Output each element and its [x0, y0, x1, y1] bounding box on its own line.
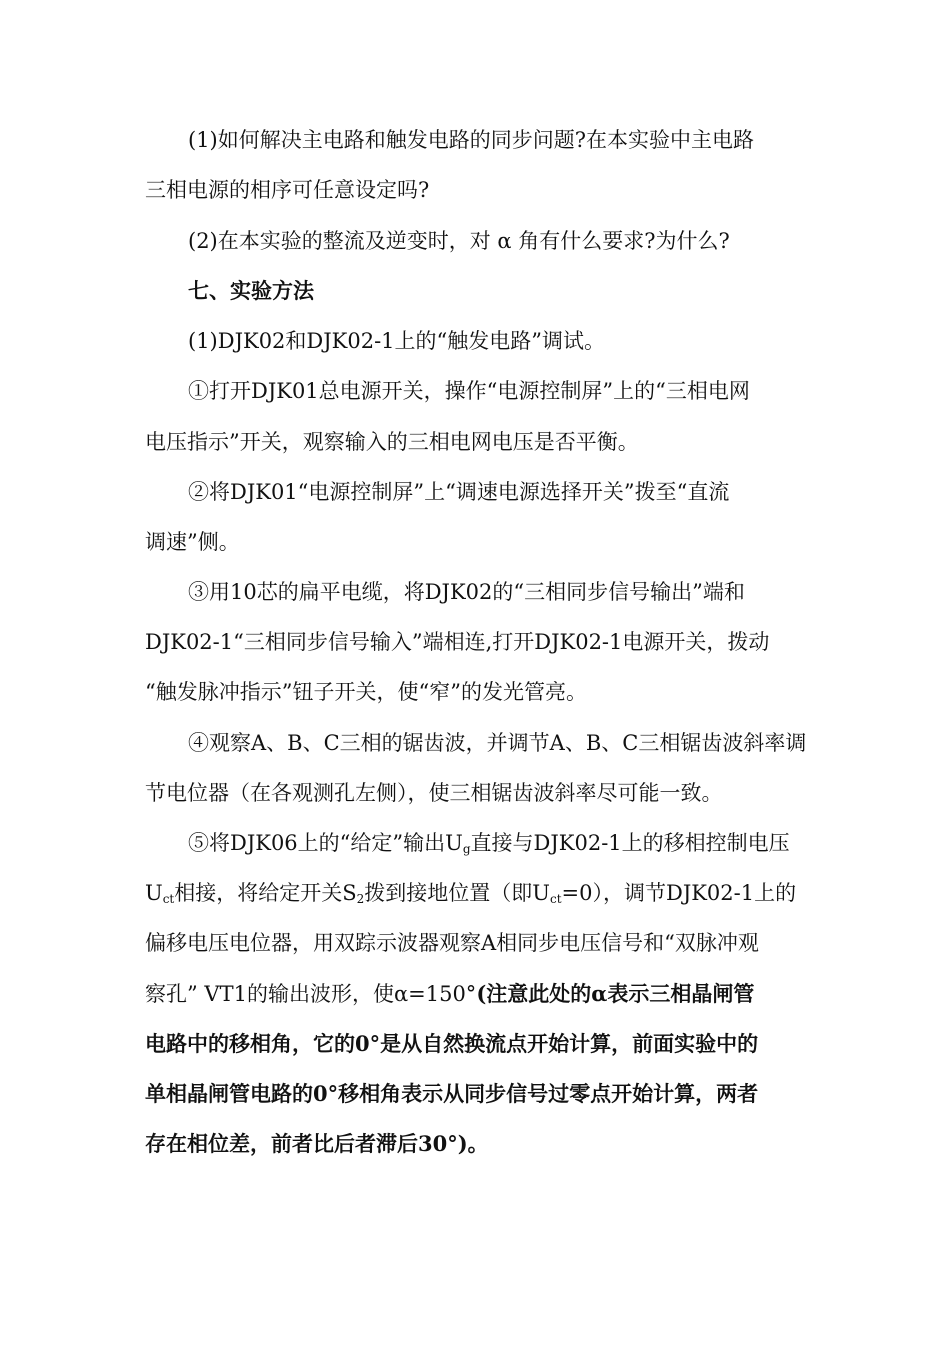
- step-c-line-1: ③用10芯的扁平电缆，将DJK02的“三相同步信号输出”端和: [188, 580, 745, 604]
- step-e-line-3: 偏移电压电位器，用双踪示波器观察A相同步电压信号和“双脉冲观: [145, 931, 759, 955]
- step-e-text: 相接，将给定开关S: [174, 881, 357, 905]
- step-a-line-2: 电压指示”开关，观察输入的三相电网电压是否平衡。: [145, 430, 639, 454]
- step-e-line-1: [188, 829, 790, 857]
- step-e-text: =0），调节DJK02-1上的: [561, 881, 797, 905]
- subscript-2: 2: [356, 892, 365, 906]
- step-e-line-4: [145, 980, 754, 1008]
- step-e-text: U: [145, 881, 163, 905]
- step-e-text: ⑤将DJK06上的“给定”输出U: [188, 831, 463, 855]
- step-e-text: 直接与DJK02-1上的移相控制电压: [470, 831, 790, 855]
- question-1-line-1: (1)如何解决主电路和触发电路的同步问题?在本实验中主电路: [188, 128, 755, 152]
- step-e-line-5: 电路中的移相角，它的0°是从自然换流点开始计算，前面实验中的: [145, 1031, 759, 1056]
- step-e-line-7: 存在相位差，前者比后者滞后30°)。: [145, 1131, 489, 1156]
- subscript-ct: ct: [549, 892, 562, 906]
- step-c-line-3: “触发脉冲指示”钮子开关，使“窄”的发光管亮。: [145, 680, 587, 704]
- step-c-line-2: DJK02-1“三相同步信号输入”端相连,打开DJK02-1电源开关，拨动: [145, 630, 770, 654]
- step-e-text: 察孔” VT1的输出波形，使α=150°: [145, 982, 477, 1006]
- step-b-line-1: ②将DJK01“电源控制屏”上“调速电源选择开关”拨至“直流: [188, 480, 730, 504]
- subscript-ct: ct: [162, 892, 175, 906]
- step-1-title: (1)DJK02和DJK02-1上的“触发电路”调试。: [188, 329, 606, 353]
- step-d-line-1: ④观察A、B、C三相的锯齿波，并调节A、B、C三相锯齿波斜率调: [188, 731, 807, 755]
- step-e-line-2: [145, 879, 796, 907]
- step-a-line-1: ①打开DJK01总电源开关，操作“电源控制屏”上的“三相电网: [188, 379, 750, 403]
- subscript-g: g: [462, 842, 471, 856]
- question-1-line-2: 三相电源的相序可任意设定吗?: [145, 178, 430, 202]
- step-e-line-6: 单相晶闸管电路的0°移相角表示从同步信号过零点开始计算，两者: [145, 1081, 759, 1106]
- step-e-text: 拨到接地位置（即U: [364, 881, 550, 905]
- section-heading: 七、实验方法: [188, 278, 314, 303]
- step-b-line-2: 调速”侧。: [145, 530, 240, 554]
- step-d-line-2: 节电位器（在各观测孔左侧），使三相锯齿波斜率尽可能一致。: [145, 781, 723, 805]
- step-e-note: (注意此处的α表示三相晶闸管: [476, 981, 755, 1006]
- question-2: (2)在本实验的整流及逆变时，对 α 角有什么要求?为什么?: [188, 229, 730, 253]
